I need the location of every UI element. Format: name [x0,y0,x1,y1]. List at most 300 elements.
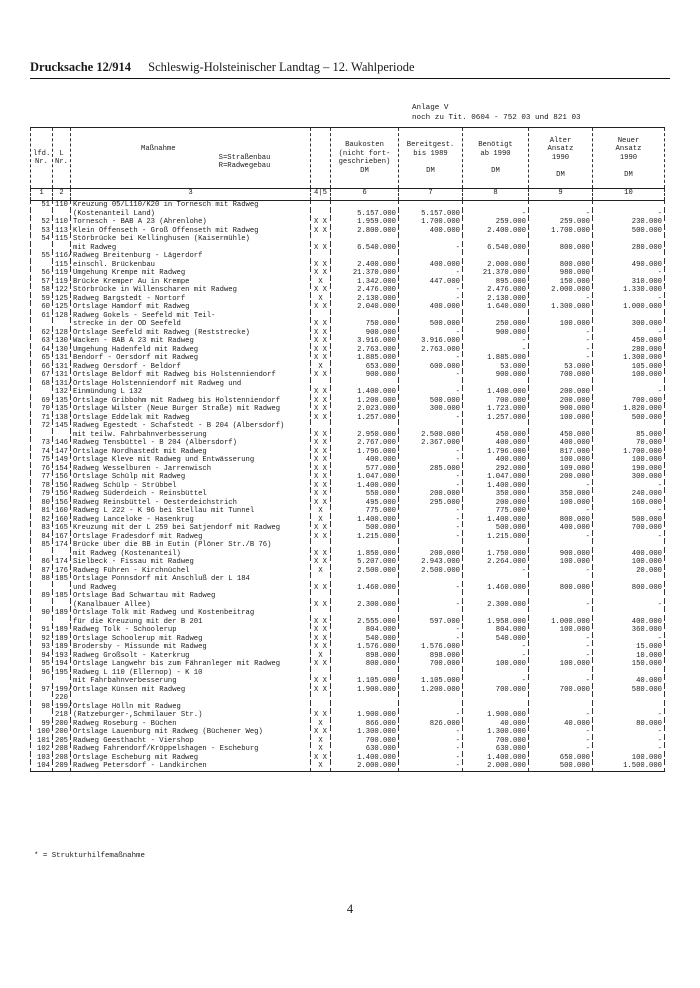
cell-massnahme: Ortslage Wilster (Neue Burger Straße) mit Radweg [71,405,311,414]
cell-bereitgestellt: 500.000 [399,397,463,406]
table-row [31,609,665,618]
cell-flags: X X [311,558,331,567]
cell-alter-ansatz: 200.000 [529,388,593,397]
cell-flags: X X [311,711,331,720]
cell-neuer-ansatz: 160.000 [593,499,665,508]
cell-alter-ansatz: 100.000 [529,456,593,465]
cell-massnahme [71,694,311,703]
cell-l-nr: 199/ [53,703,71,712]
cell-alter-ansatz: - [529,745,593,754]
cell-benoetigt: 1.900.000 [463,711,529,720]
cell-flags: X [311,278,331,287]
cell-lfd-nr: 88 [31,575,53,584]
cell-benoetigt: 2.264.000 [463,558,529,567]
cell-massnahme: strecke in der OD Seefeld [71,320,311,329]
cell-benoetigt [463,575,529,584]
cell-benoetigt: 100.000 [463,660,529,669]
table-row [31,414,665,423]
cell-benoetigt: 53.000 [463,363,529,372]
cell-benoetigt: 2.130.000 [463,295,529,304]
cell-massnahme: Sielbeck - Fissau mit Radweg [71,558,311,567]
cell-l-nr [53,244,71,253]
cell-benoetigt: 900.000 [463,371,529,380]
cell-neuer-ansatz: 1.300.000 [593,354,665,363]
cell-benoetigt: 804.000 [463,626,529,635]
cell-lfd-nr: 87 [31,567,53,576]
cell-neuer-ansatz: 100.000 [593,558,665,567]
cell-benoetigt [463,252,529,261]
cell-baukosten: 1.850.000 [331,550,399,559]
cell-alter-ansatz: 350.000 [529,490,593,499]
cell-benoetigt: 700.000 [463,686,529,695]
cell-l-nr: 110 [53,201,71,210]
table-row [31,456,665,465]
cell-lfd-nr: 101 [31,737,53,746]
table-row [31,575,665,584]
cell-lfd-nr: 57 [31,278,53,287]
cell-flags [311,575,331,584]
cell-flags: X [311,516,331,525]
cell-flags: X X [311,397,331,406]
cell-flags: X [311,295,331,304]
cell-flags: X X [311,524,331,533]
cell-benoetigt: 200.000 [463,499,529,508]
cell-lfd-nr: 103 [31,754,53,763]
cell-lfd-nr: 66 [31,363,53,372]
cell-l-nr: 128 [53,312,71,321]
cell-neuer-ansatz: 500.000 [593,516,665,525]
cell-lfd-nr: 99 [31,720,53,729]
cell-l-nr: 200 [53,720,71,729]
cell-massnahme: Radweg Reinsbüttel - Oesterdeichstrich [71,499,311,508]
cell-l-nr: 156 [53,490,71,499]
table-row [31,295,665,304]
cell-alter-ansatz [529,235,593,244]
cell-alter-ansatz: 150.000 [529,278,593,287]
cell-l-nr: 147 [53,448,71,457]
cell-lfd-nr: 62 [31,329,53,338]
cell-massnahme: Brodersby - Missunde mit Radweg [71,643,311,652]
cell-lfd-nr: 98 [31,703,53,712]
cell-lfd-nr: 86 [31,558,53,567]
cell-baukosten: 1.900.000 [331,711,399,720]
cell-massnahme: Ortslage Schülp mit Radweg [71,473,311,482]
cell-baukosten: 630.000 [331,745,399,754]
cell-benoetigt: 1.640.000 [463,303,529,312]
cell-baukosten: 2.763.000 [331,346,399,355]
cell-bereitgestellt [399,592,463,601]
cell-l-nr [53,584,71,593]
cell-massnahme: Radweg Lanceloke - Hasenkrug [71,516,311,525]
cell-neuer-ansatz [593,669,665,678]
cell-massnahme: Ortslage Fradesdorf mit Radweg [71,533,311,542]
table-row [31,201,665,210]
cell-baukosten: 500.000 [331,524,399,533]
cell-baukosten [331,575,399,584]
column-number: 1 [31,189,53,201]
cell-l-nr: 189 [53,609,71,618]
cell-baukosten: 1.460.000 [331,584,399,593]
table-row [31,261,665,270]
cell-alter-ansatz: 900.000 [529,550,593,559]
cell-benoetigt: - [463,677,529,686]
header-massnahme: Maßnahme S=Straßenbau R=Radwegebau [71,128,311,189]
cell-benoetigt: 292.000 [463,465,529,474]
cell-neuer-ansatz: 400.000 [593,618,665,627]
cell-bereitgestellt: - [399,286,463,295]
cell-benoetigt [463,235,529,244]
cell-l-nr: 200 [53,728,71,737]
cell-benoetigt: 250.000 [463,320,529,329]
cell-l-nr: 125 [53,295,71,304]
cell-alter-ansatz: 800.000 [529,584,593,593]
cell-massnahme: Ortslage Schoolerup mit Radweg [71,635,311,644]
cell-benoetigt: 1.958.000 [463,618,529,627]
cell-baukosten [331,541,399,550]
cell-flags: X X [311,431,331,440]
cell-flags: X X [311,754,331,763]
cell-l-nr: 167 [53,533,71,542]
cell-bereitgestellt: 826.000 [399,720,463,729]
cell-benoetigt: 259.000 [463,218,529,227]
cell-lfd-nr: 64 [31,346,53,355]
table-row [31,388,665,397]
cell-lfd-nr: 96 [31,669,53,678]
cell-massnahme: Tornesch - BAB A 23 (Ahrenlohe) [71,218,311,227]
cell-massnahme: mit Fahrbahnverbesserung [71,677,311,686]
footnote: * = Strukturhilfemaßnahme [34,852,145,860]
cell-flags: X X [311,473,331,482]
cell-neuer-ansatz: - [593,507,665,516]
cell-massnahme: Ortslage Escheburg mit Radweg [71,754,311,763]
cell-l-nr: 185 [53,592,71,601]
cell-baukosten: 1.959.000 [331,218,399,227]
cell-bereitgestellt: 2.943.000 [399,558,463,567]
cell-massnahme: einschl. Brückenbau [71,261,311,270]
cell-neuer-ansatz: 310.000 [593,278,665,287]
cell-massnahme: Radweg Großsolt - Katerkrug [71,652,311,661]
cell-bereitgestellt: 1.105.000 [399,677,463,686]
cell-baukosten: 800.000 [331,660,399,669]
table-row [31,754,665,763]
cell-flags: X X [311,490,331,499]
cell-flags: X X [311,677,331,686]
cell-bereitgestellt: - [399,507,463,516]
cell-benoetigt: 450.000 [463,431,529,440]
cell-flags: X X [311,218,331,227]
cell-neuer-ansatz: - [593,329,665,338]
table-row [31,524,665,533]
cell-benoetigt: 775.000 [463,507,529,516]
cell-alter-ansatz: 800.000 [529,244,593,253]
cell-bereitgestellt: - [399,601,463,610]
cell-flags: X [311,507,331,516]
cell-neuer-ansatz [593,235,665,244]
cell-neuer-ansatz [593,703,665,712]
cell-flags: X X [311,286,331,295]
cell-massnahme: Radweg Tensbüttel - B 204 (Albersdorf) [71,439,311,448]
cell-baukosten: 2.040.000 [331,303,399,312]
cell-massnahme: Radweg L 110 (Ellernop) - K 10 [71,669,311,678]
cell-bereitgestellt: 2.500.000 [399,431,463,440]
cell-alter-ansatz [529,380,593,389]
cell-neuer-ansatz: 10.000 [593,652,665,661]
cell-neuer-ansatz: 700.000 [593,524,665,533]
column-number: 9 [529,189,593,201]
cell-alter-ansatz [529,575,593,584]
cell-baukosten: 2.800.000 [331,227,399,236]
cell-lfd-nr: 60 [31,303,53,312]
cell-l-nr: 115 [53,261,71,270]
cell-benoetigt: 2.476.000 [463,286,529,295]
table-row [31,533,665,542]
cell-bereitgestellt: - [399,354,463,363]
cell-flags [311,694,331,703]
cell-benoetigt [463,592,529,601]
cell-l-nr: 113 [53,227,71,236]
cell-l-nr: 165 [53,524,71,533]
cell-flags: X [311,567,331,576]
cell-bereitgestellt: 1.576.000 [399,643,463,652]
cell-neuer-ansatz: - [593,533,665,542]
cell-l-nr [53,550,71,559]
cell-l-nr [53,601,71,610]
cell-l-nr: 122 [53,286,71,295]
cell-lfd-nr: 82 [31,516,53,525]
cell-flags: X [311,720,331,729]
cell-lfd-nr [31,584,53,593]
cell-lfd-nr: 80 [31,499,53,508]
cell-bereitgestellt: 400.000 [399,227,463,236]
cell-baukosten [331,380,399,389]
cell-massnahme: Radweg Roseburg - Büchen [71,720,311,729]
cell-l-nr [53,677,71,686]
cell-baukosten: 1.047.000 [331,473,399,482]
cell-bereitgestellt [399,669,463,678]
cell-lfd-nr: 104 [31,762,53,771]
cell-lfd-nr: 97 [31,686,53,695]
cell-flags: X [311,363,331,372]
cell-neuer-ansatz: 230.000 [593,218,665,227]
cell-flags: X X [311,482,331,491]
cell-neuer-ansatz [593,422,665,431]
cell-neuer-ansatz: 100.000 [593,456,665,465]
cell-massnahme: Radweg Schülp - Strübbel [71,482,311,491]
cell-flags: X X [311,635,331,644]
cell-alter-ansatz: - [529,728,593,737]
cell-lfd-nr: 75 [31,456,53,465]
cell-massnahme: Störbrücke bei Kellinghusen (Kaisermühle) [71,235,311,244]
cell-massnahme: Ortslage Tolk mit Radweg und Kostenbeitrag [71,609,311,618]
cell-neuer-ansatz: 700.000 [593,397,665,406]
cell-alter-ansatz: 259.000 [529,218,593,227]
cell-bereitgestellt: 400.000 [399,303,463,312]
annex-reference [412,103,581,123]
cell-bereitgestellt: - [399,329,463,338]
header-neuer-ansatz: Neuer Ansatz 1990 DM [593,128,665,189]
cell-massnahme: mit Radweg (Kostenanteil) [71,550,311,559]
cell-neuer-ansatz: 300.000 [593,473,665,482]
cell-lfd-nr: 89 [31,592,53,601]
table-row [31,235,665,244]
cell-benoetigt: - [463,210,529,219]
cell-flags [311,541,331,550]
parliament-title: Schleswig-Holsteinischer Landtag – 12. Wahlperiode [148,60,415,74]
cell-baukosten: 540.000 [331,635,399,644]
cell-baukosten: 900.000 [331,371,399,380]
cell-baukosten: 1.257.000 [331,414,399,423]
cell-l-nr: 131 [53,354,71,363]
cell-alter-ansatz: - [529,601,593,610]
cell-neuer-ansatz: 100.000 [593,754,665,763]
cell-alter-ansatz [529,541,593,550]
table-row [31,507,665,516]
cell-lfd-nr: 65 [31,354,53,363]
cell-bereitgestellt [399,252,463,261]
table-row [31,346,665,355]
cell-l-nr: 131/ [53,380,71,389]
cell-bereitgestellt: 400.000 [399,261,463,270]
table-row [31,490,665,499]
cell-neuer-ansatz: 1.330.000 [593,286,665,295]
cell-baukosten: 653.000 [331,363,399,372]
column-number: 2 [53,189,71,201]
cell-massnahme: Kreuzung mit der L 259 bei Satjendorf mit Radweg [71,524,311,533]
cell-bereitgestellt [399,422,463,431]
cell-bereitgestellt: 2.500.000 [399,567,463,576]
header-alter-ansatz: Alter Ansatz 1990 DM [529,128,593,189]
cell-bereitgestellt: 597.000 [399,618,463,627]
cell-flags: X X [311,329,331,338]
cell-lfd-nr [31,711,53,720]
cell-benoetigt: 1.400.000 [463,482,529,491]
cell-benoetigt: 1.047.000 [463,473,529,482]
cell-baukosten: 495.000 [331,499,399,508]
cell-neuer-ansatz [593,380,665,389]
cell-benoetigt: 1.750.000 [463,550,529,559]
table-row [31,286,665,295]
table-row [31,703,665,712]
drucksache-number: Drucksache 12/914 [30,60,132,74]
cell-alter-ansatz: 200.000 [529,397,593,406]
cell-bereitgestellt [399,541,463,550]
cell-flags [311,312,331,321]
cell-neuer-ansatz [593,201,665,210]
cell-baukosten: 5.207.000 [331,558,399,567]
cell-flags: X [311,737,331,746]
table-header-row [31,128,665,189]
cell-lfd-nr: 78 [31,482,53,491]
cell-massnahme: Ortslage Hamdorf mit Radweg [71,303,311,312]
cell-baukosten: 2.023.000 [331,405,399,414]
cell-alter-ansatz: 700.000 [529,371,593,380]
cell-lfd-nr [31,210,53,219]
cell-flags [311,201,331,210]
cell-neuer-ansatz: 500.000 [593,414,665,423]
cell-flags: X X [311,533,331,542]
table-row [31,397,665,406]
cell-neuer-ansatz: 80.000 [593,720,665,729]
cell-alter-ansatz: 900.000 [529,405,593,414]
cell-lfd-nr [31,618,53,627]
cell-benoetigt: - [463,567,529,576]
cell-baukosten [331,703,399,712]
cell-neuer-ansatz [593,575,665,584]
cell-neuer-ansatz [593,312,665,321]
cell-l-nr [53,618,71,627]
cell-flags [311,235,331,244]
table-row [31,405,665,414]
cell-benoetigt: 1.460.000 [463,584,529,593]
cell-flags [311,210,331,219]
cell-benoetigt: 2.000.000 [463,762,529,771]
cell-alter-ansatz: 100.000 [529,499,593,508]
cell-flags: X X [311,643,331,652]
table-row [31,584,665,593]
cell-flags: X X [311,227,331,236]
cell-baukosten [331,669,399,678]
cell-lfd-nr [31,320,53,329]
cell-massnahme: Ortslage Nordhastedt mit Radweg [71,448,311,457]
cell-baukosten [331,201,399,210]
cell-l-nr: 194 [53,660,71,669]
cell-baukosten: 804.000 [331,626,399,635]
cell-lfd-nr: 73 [31,439,53,448]
cell-alter-ansatz: 980.000 [529,269,593,278]
cell-baukosten: 1.105.000 [331,677,399,686]
table-row [31,567,665,576]
cell-alter-ansatz: 100.000 [529,558,593,567]
cell-l-nr: 189 [53,643,71,652]
cell-neuer-ansatz: 400.000 [593,550,665,559]
cell-flags: X X [311,550,331,559]
cell-alter-ansatz: 1.700.000 [529,227,593,236]
cell-lfd-nr [31,244,53,253]
table-row [31,660,665,669]
cell-alter-ansatz: 53.000 [529,363,593,372]
cell-alter-ansatz: 650.000 [529,754,593,763]
cell-baukosten: 550.000 [331,490,399,499]
cell-baukosten [331,312,399,321]
table-row [31,720,665,729]
cell-alter-ansatz: - [529,643,593,652]
cell-benoetigt: 400.000 [463,439,529,448]
cell-bereitgestellt: - [399,244,463,253]
table-row [31,312,665,321]
cell-bereitgestellt: - [399,524,463,533]
cell-lfd-nr: 93 [31,643,53,652]
cell-lfd-nr: 83 [31,524,53,533]
cell-bereitgestellt: - [399,745,463,754]
cell-flags: X X [311,626,331,635]
cell-flags [311,422,331,431]
cell-alter-ansatz: 700.000 [529,686,593,695]
cell-bereitgestellt: 5.157.000 [399,210,463,219]
cell-alter-ansatz: - [529,210,593,219]
cell-benoetigt: 1.400.000 [463,388,529,397]
cell-flags: X X [311,371,331,380]
cell-alter-ansatz: 800.000 [529,261,593,270]
cell-l-nr: 131 [53,371,71,380]
cell-l-nr [53,320,71,329]
table-row [31,278,665,287]
cell-lfd-nr [31,550,53,559]
cell-bereitgestellt: - [399,754,463,763]
cell-l-nr: 110 [53,218,71,227]
cell-l-nr: 156 [53,499,71,508]
cell-massnahme: Radweg Breitenburg - Lägerdorf [71,252,311,261]
cell-lfd-nr: 94 [31,652,53,661]
